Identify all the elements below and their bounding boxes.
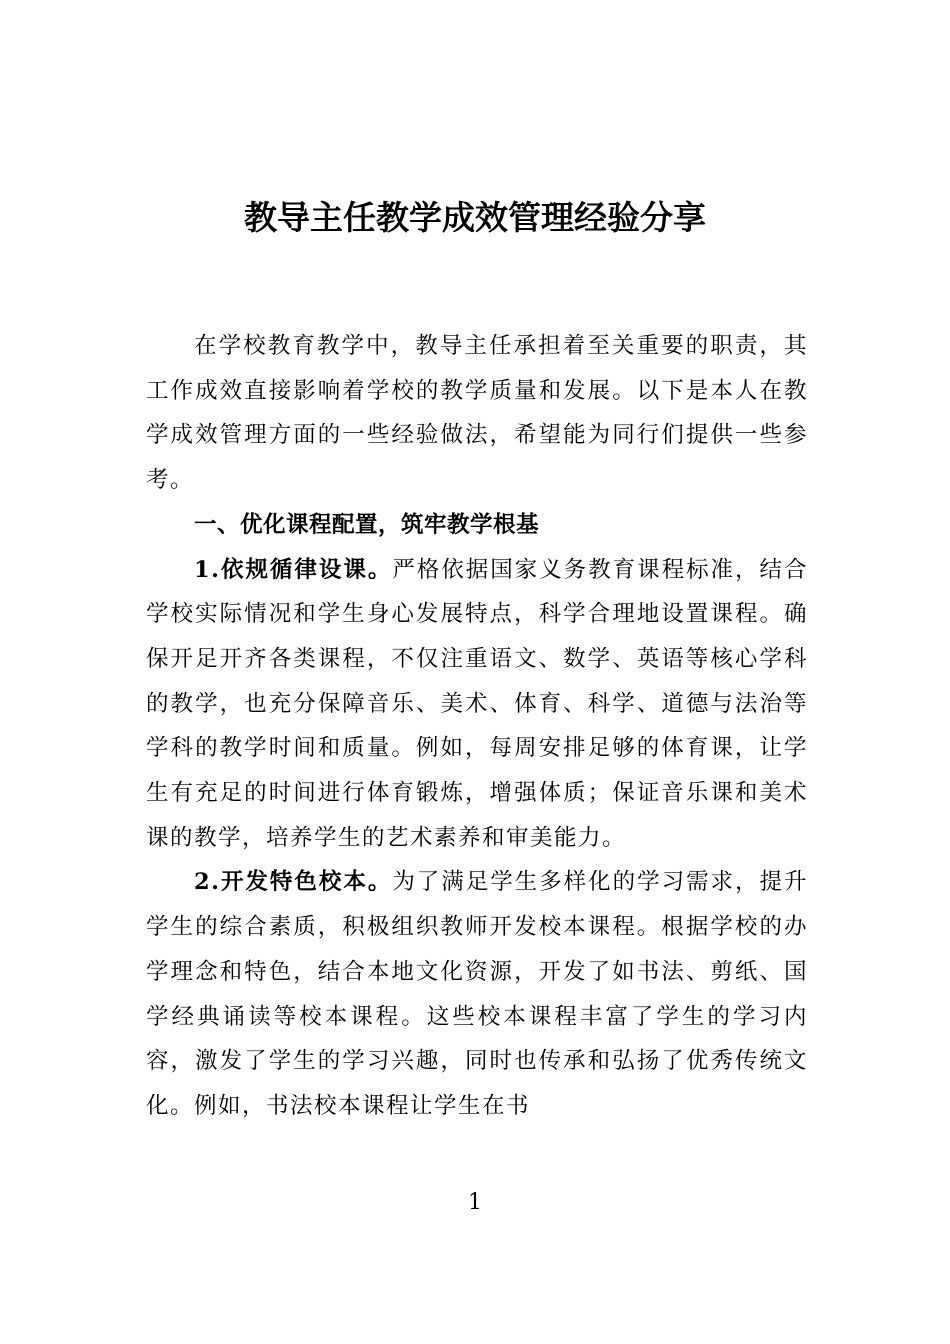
page-number: 1 [468, 1190, 482, 1215]
document-title: 教导主任教学成效管理经验分享 [244, 198, 706, 237]
item-2-lead: 2.开发特色校本。 [194, 869, 393, 896]
item-1-text: 严格依据国家义务教育课程标准，结合学校实际情况和学生身心发展特点，科学合理地设置课程。确保开足开齐各类课程，不仅注重语文、数学、英语等核心学科的教学，也充分保障音乐、美术、体育、科学、道德与法治等学科的教学时间和质量。例如，每周安排足够的体育课，让学生有充足的时间进行体育锻炼，增强体质；保证音乐课和美术课的教学，培养学生的艺术素养和审美能力。 [146, 556, 808, 851]
paragraph-item-1 [146, 548, 808, 861]
paragraph-item-2 [146, 860, 808, 1128]
section-heading: 一、优化课程配置，筑牢教学根基 [194, 511, 540, 538]
intro-paragraph: 在学校教育教学中，教导主任承担着至关重要的职责，其工作成效直接影响着学校的教学质量和发展。以下是本人在教学成效管理方面的一些经验做法，希望能为同行们提供一些参考。 [146, 333, 808, 494]
document-body [146, 324, 808, 1129]
item-2-text: 为了满足学生多样化的学习需求，提升学生的综合素质，积极组织教师开发校本课程。根据学校的办学理念和特色，结合本地文化资源，开发了如书法、剪纸、国学经典诵读等校本课程。这些校本课程丰富了学生的学习内容，激发了学生的学习兴趣，同时也传承和弘扬了优秀传统文化。例如，书法校本课程让学生在书 [146, 869, 808, 1119]
item-1-lead: 1.依规循律设课。 [194, 556, 393, 583]
